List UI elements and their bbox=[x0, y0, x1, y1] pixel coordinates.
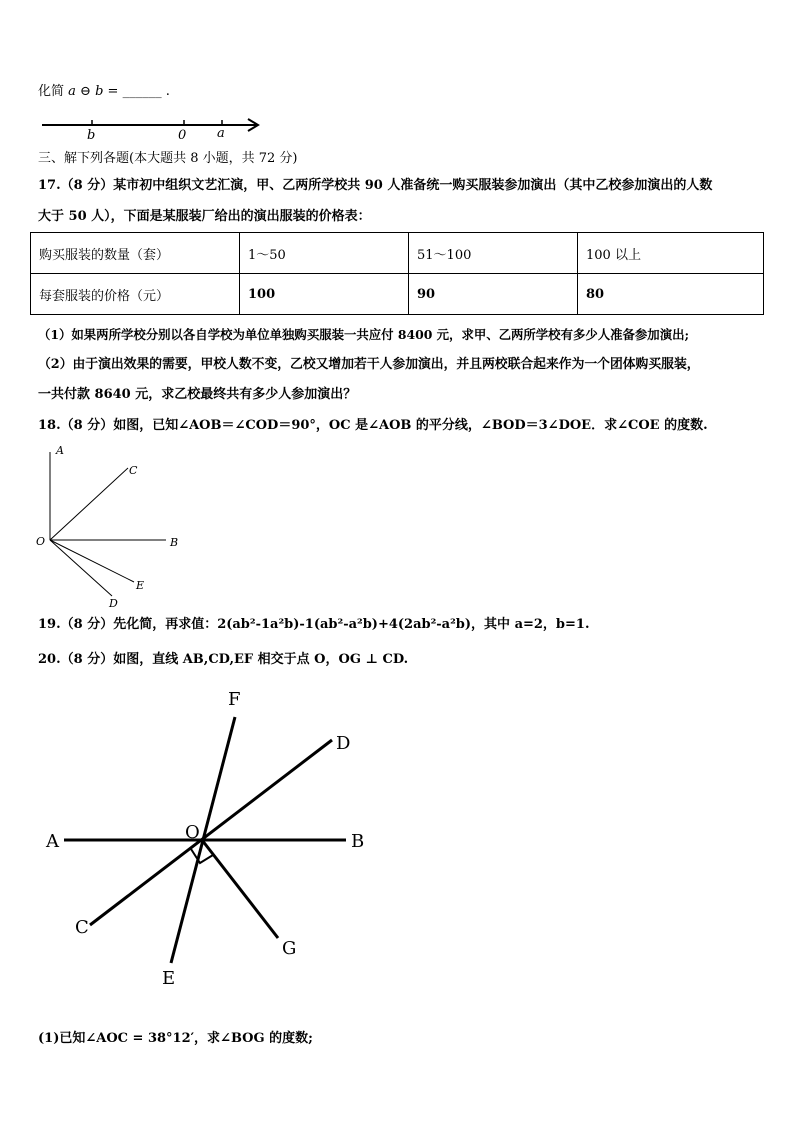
q20-label-G: G bbox=[282, 938, 297, 959]
q20-label-A: A bbox=[46, 831, 59, 852]
table-cell: 100 以上 bbox=[578, 233, 764, 274]
q17-line1: 17.（8 分）某市初中组织文艺汇演，甲、乙两所学校共 90 人准备统一购买服装参加演出（其中乙校参加演出的人数 bbox=[38, 178, 713, 193]
price-table bbox=[30, 232, 764, 315]
q16-answer-blank: ______ bbox=[122, 84, 162, 99]
q17-line2: 大于 50 人），下面是某服装厂给出的演出服装的价格表： bbox=[38, 209, 371, 224]
numberline-label-a: a bbox=[217, 126, 225, 141]
q18-label-E: E bbox=[136, 579, 145, 592]
q16-line bbox=[38, 84, 170, 100]
q18-label-A: A bbox=[56, 444, 64, 457]
numberline-label-0: 0 bbox=[178, 128, 187, 143]
q16-expression: a ⊖ b = bbox=[68, 84, 119, 99]
table-cell: 90 bbox=[409, 274, 578, 315]
q20-label-D: D bbox=[336, 733, 351, 754]
section3-title: 三、解下列各题(本大题共 8 小题，共 72 分) bbox=[38, 151, 298, 166]
numberline-label-b: b bbox=[87, 128, 96, 143]
q16-prefix: 化简 bbox=[38, 84, 65, 99]
q19-text: 19.（8 分）先化简，再求值：2(ab²-1a²b)-1(ab²-a²b)+4(2ab²-a²b)，其中 a=2，b=1. bbox=[38, 617, 590, 632]
q16-suffix: . bbox=[165, 84, 170, 99]
q18-text: 18.（8 分）如图，已知∠AOB＝∠COD＝90°，OC 是∠AOB 的平分线，∠BOD＝3∠DOE．求∠COE 的度数. bbox=[38, 418, 708, 433]
table-row bbox=[31, 233, 764, 274]
table-cell: 80 bbox=[578, 274, 764, 315]
q20-label-O: O bbox=[185, 822, 200, 843]
table-cell: 购买服装的数量（套） bbox=[31, 233, 240, 274]
q20-label-B: B bbox=[351, 831, 365, 852]
q18-label-C: C bbox=[129, 464, 138, 477]
q18-angle-figure bbox=[30, 440, 200, 615]
q18-label-B: B bbox=[170, 536, 179, 549]
table-cell: 1～50 bbox=[240, 233, 409, 274]
q17-part2-line1: （2）由于演出效果的需要，甲校人数不变，乙校又增加若干人参加演出，并且两校联合起来作为一个团体购买服装， bbox=[38, 357, 700, 372]
table-row bbox=[31, 274, 764, 315]
table-cell: 100 bbox=[240, 274, 409, 315]
number-line-figure bbox=[38, 108, 268, 144]
q18-label-D: D bbox=[109, 597, 118, 610]
table-cell: 每套服装的价格（元） bbox=[31, 274, 240, 315]
q20-lines-figure bbox=[30, 680, 390, 1000]
q18-label-O: O bbox=[36, 535, 46, 548]
q20-label-E: E bbox=[162, 968, 176, 989]
q17-part1: （1）如果两所学校分别以各自学校为单位单独购买服装一共应付 8400 元，求甲、乙两所学校有多少人准备参加演出; bbox=[38, 327, 690, 342]
q20-label-C: C bbox=[75, 917, 89, 938]
q20-text: 20.（8 分）如图，直线 AB,CD,EF 相交于点 O，OG ⊥ CD. bbox=[38, 652, 409, 667]
q20-label-F: F bbox=[228, 689, 241, 710]
q20-part1: (1)已知∠AOC = 38°12′，求∠BOG 的度数; bbox=[38, 1031, 313, 1046]
q17-part2-line2: 一共付款 8640 元，求乙校最终共有多少人参加演出？ bbox=[38, 387, 357, 402]
table-cell: 51～100 bbox=[409, 233, 578, 274]
